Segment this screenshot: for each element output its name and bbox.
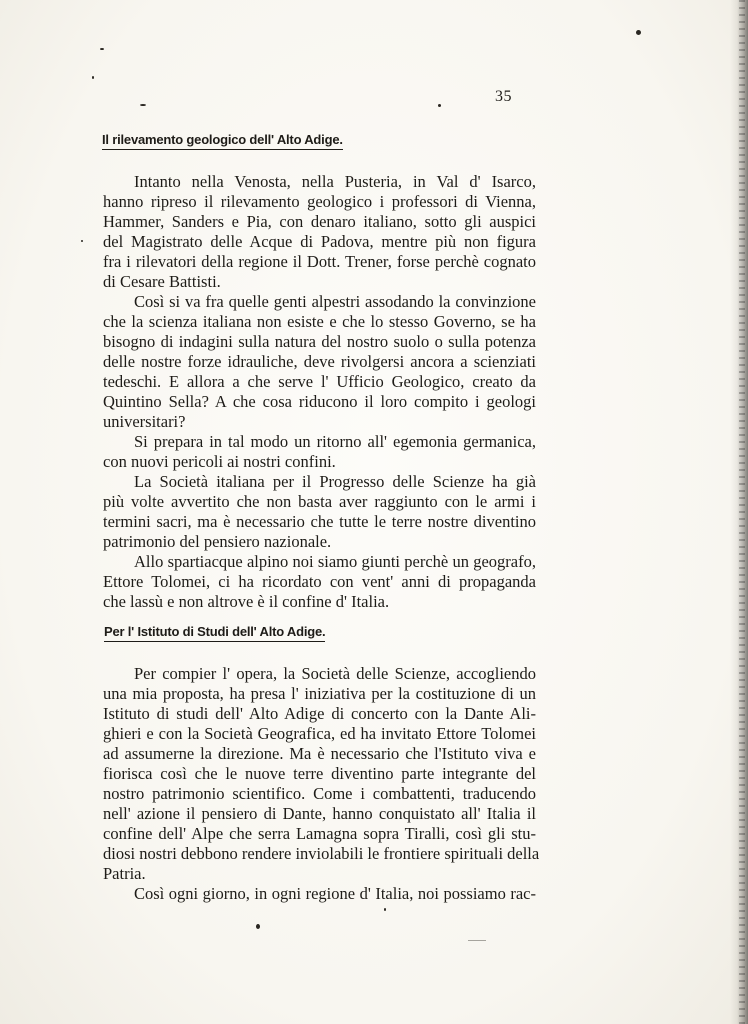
paragraph-line: di Cesare Battisti. <box>103 272 221 291</box>
section-heading-geological-survey: Il rilevamento geologico dell' Alto Adige. <box>102 132 343 150</box>
paragraph-line: che la scienza italiana non esiste e che lo stesso Governo, se ha <box>103 312 536 331</box>
paragraph-line: Si prepara in tal modo un ritorno all' egemonia germanica, <box>134 432 536 451</box>
paragraph-line: La Società italiana per il Progresso delle Scienze ha già <box>134 472 536 491</box>
scan-speck <box>438 104 441 107</box>
paragraph-line: delle nostre forze idrauliche, deve rivolgersi ancora a scienziati <box>103 352 536 371</box>
paragraph-line: ad assumerne la direzione. Ma è necessario che l'Istituto viva e <box>103 744 536 763</box>
scan-speck <box>636 30 641 35</box>
paragraph-line: più volte avvertito che non basta aver raggiunto con le armi i <box>103 492 536 511</box>
paragraph-line: che lassù e non altrove è il confine d' Italia. <box>103 592 390 611</box>
paragraph-line: Così ogni giorno, in ogni regione d' Italia, noi possiamo rac- <box>134 884 536 903</box>
scan-speck <box>140 104 146 106</box>
paragraph-line: Hammer, Sanders e Pia, con denaro italiano, sotto gli auspici <box>103 212 536 231</box>
paragraph-line: Patria. <box>103 864 146 883</box>
paragraph-line: Ettore Tolomei, ci ha ricordato con vent' anni di propaganda <box>103 572 536 591</box>
paragraph-line: Per compier l' opera, la Società delle Scienze, accogliendo <box>134 664 536 683</box>
paragraph-line: del Magistrato delle Acque di Padova, mentre più non figura <box>103 232 536 251</box>
paragraph-line: diosi nostri debbono rendere inviolabili le frontiere spirituali della <box>103 844 540 863</box>
scan-speck <box>100 48 104 50</box>
section-heading-institute: Per l' Istituto di Studi dell' Alto Adige. <box>104 624 325 642</box>
paragraph-line: fiorisca così che le nuove terre diventino parte integrante del <box>103 764 536 783</box>
paragraph-line: Istituto di studi dell' Alto Adige di concerto con la Dante Ali- <box>103 704 536 723</box>
paragraph-line: Allo spartiacque alpino noi siamo giunti perchè un geografo, <box>134 552 536 571</box>
paragraph-line: nostro patrimonio scientifico. Come i combattenti, traducendo <box>103 784 536 803</box>
paragraph-line: confine dell' Alpe che serra Lamagna sopra Tiralli, così gli stu- <box>103 824 536 843</box>
paragraph-line: Quintino Sella? A che cosa riducono il loro compito i geologi <box>103 392 536 411</box>
paragraph-line: universitari? <box>103 412 186 431</box>
paragraph-line: Intanto nella Venosta, nella Pusteria, in Val d' Isarco, <box>134 172 536 191</box>
page-edge-ticks <box>739 0 745 1024</box>
paragraph-line: patrimonio del pensiero nazionale. <box>103 532 332 551</box>
scan-speck <box>256 924 260 929</box>
paragraph-line: ghieri e con la Società Geografica, ed ha invitato Ettore Tolomei <box>103 724 536 743</box>
paragraph-line: termini sacri, ma è necessario che tutte le terre nostre diventino <box>103 512 536 531</box>
scan-speck <box>468 940 486 941</box>
paragraph-line: tedeschi. E allora a che serve l' Ufficio Geologico, creato da <box>103 372 536 391</box>
paragraph-line: con nuovi pericoli ai nostri confini. <box>103 452 336 471</box>
paragraph-line: nell' azione il pensiero di Dante, hanno conquistato all' Italia il <box>103 804 536 823</box>
scan-speck <box>384 908 386 911</box>
paragraph-line: fra i rilevatori della regione il Dott. Trener, forse perchè cognato <box>103 252 536 271</box>
scan-speck <box>81 240 83 242</box>
scan-speck <box>92 76 94 79</box>
paragraph-line: Così si va fra quelle genti alpestri assodando la convinzione <box>134 292 536 311</box>
paragraph-line: bisogno di indagini sulla natura del nostro suolo o sulla potenza <box>103 332 536 351</box>
page-number: 35 <box>495 88 512 105</box>
paragraph-line: hanno ripreso il rilevamento geologico i professori di Vienna, <box>103 192 536 211</box>
paragraph-line: una mia proposta, ha presa l' iniziativa per la costituzione di un <box>103 684 536 703</box>
